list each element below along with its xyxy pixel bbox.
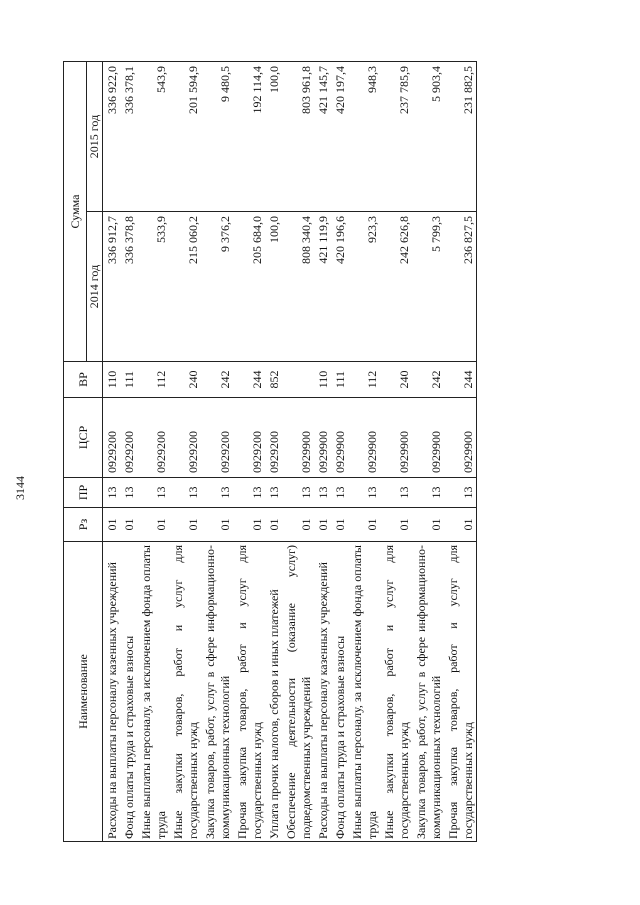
table-row [412,61,444,841]
row-name: Прочая закупка товаров, работ и услуг для государственных нужд [233,542,265,842]
row-rz: 01 [265,508,282,542]
row-sum-2015: 231 882,5 [444,61,477,211]
row-vr: 244 [444,362,477,398]
row-rz: 01 [103,508,121,542]
row-rz: 01 [233,508,265,542]
table-body [103,61,477,841]
row-name: Закупка товаров, работ, услуг в сфере информационно-коммуникационных технологий [201,542,233,842]
row-rz: 01 [120,508,137,542]
row-rz: 01 [348,508,380,542]
row-pr: 13 [233,478,265,508]
table-row [103,61,121,841]
header-name: Наименование [64,542,103,842]
table-row [282,61,314,841]
header-year-2015: 2015 год [87,61,103,211]
row-name: Иные выплаты персоналу, за исключением фонда оплаты труда [348,542,380,842]
row-csr: 0929900 [444,398,477,478]
row-vr: 852 [265,362,282,398]
header-rz: Рз [64,508,103,542]
row-pr: 13 [265,478,282,508]
table-row [348,61,380,841]
row-vr: 244 [233,362,265,398]
row-rz: 01 [380,508,412,542]
row-csr: 0929900 [380,398,412,478]
row-csr: 0929900 [314,398,331,478]
row-vr [282,362,314,398]
rotated-page-content [63,62,583,842]
table-row [265,61,282,841]
row-sum-2014: 533,9 [137,212,169,362]
row-sum-2014: 5 799,3 [412,212,444,362]
row-sum-2014: 336 378,8 [120,212,137,362]
row-sum-2015: 100,0 [265,61,282,211]
row-csr: 0929900 [348,398,380,478]
row-pr: 13 [169,478,201,508]
table-row [137,61,169,841]
row-pr: 13 [103,478,121,508]
header-sum: Сумма [64,61,87,361]
table-row [201,61,233,841]
row-vr: 110 [314,362,331,398]
row-name: Иные закупки товаров, работ и услуг для государственных нужд [169,542,201,842]
row-csr: 0929200 [265,398,282,478]
row-sum-2015: 5 903,4 [412,61,444,211]
table-row [169,61,201,841]
header-csr: ЦСР [64,398,103,478]
row-sum-2014: 420 196,6 [331,212,348,362]
row-sum-2015: 948,3 [348,61,380,211]
row-rz: 01 [314,508,331,542]
row-pr: 13 [331,478,348,508]
row-sum-2014: 923,3 [348,212,380,362]
table-header [64,61,103,841]
row-sum-2014: 421 119,9 [314,212,331,362]
row-csr: 0929200 [201,398,233,478]
row-csr: 0929900 [282,398,314,478]
row-pr: 13 [120,478,137,508]
table-row [331,61,348,841]
row-sum-2015: 421 145,7 [314,61,331,211]
row-csr: 0929200 [169,398,201,478]
row-csr: 0929900 [331,398,348,478]
row-vr: 242 [201,362,233,398]
row-pr: 13 [314,478,331,508]
page-number: 3144 [13,476,27,500]
row-sum-2014: 215 060,2 [169,212,201,362]
row-name: Прочая закупка товаров, работ и услуг для государственных нужд [444,542,477,842]
row-sum-2015: 336 922,0 [103,61,121,211]
row-sum-2014: 205 684,0 [233,212,265,362]
row-name: Фонд оплаты труда и страховые взносы [331,542,348,842]
row-vr: 111 [331,362,348,398]
budget-table [63,61,477,842]
row-name: Уплата прочих налогов, сборов и иных платежей [265,542,282,842]
row-rz: 01 [201,508,233,542]
row-csr: 0929200 [120,398,137,478]
row-vr: 112 [137,362,169,398]
row-pr: 13 [444,478,477,508]
row-name: Иные выплаты персоналу, за исключением фонда оплаты труда [137,542,169,842]
row-rz: 01 [169,508,201,542]
row-sum-2015: 420 197,4 [331,61,348,211]
row-name: Расходы на выплаты персоналу казенных учреждений [103,542,121,842]
table-row [120,61,137,841]
row-sum-2014: 336 912,7 [103,212,121,362]
row-pr: 13 [348,478,380,508]
table-row [233,61,265,841]
header-year-2014: 2014 год [87,212,103,362]
row-sum-2014: 242 626,8 [380,212,412,362]
row-sum-2015: 543,9 [137,61,169,211]
row-sum-2015: 192 114,4 [233,61,265,211]
row-sum-2015: 237 785,9 [380,61,412,211]
row-vr: 112 [348,362,380,398]
row-sum-2014: 236 827,5 [444,212,477,362]
row-sum-2015: 201 594,9 [169,61,201,211]
row-name: Обеспечение деятельности (оказание услуг) подведомственных учреждений [282,542,314,842]
row-csr: 0929200 [103,398,121,478]
row-vr: 240 [380,362,412,398]
row-pr: 13 [412,478,444,508]
row-csr: 0929200 [137,398,169,478]
row-sum-2014: 808 340,4 [282,212,314,362]
row-sum-2014: 9 376,2 [201,212,233,362]
row-rz: 01 [137,508,169,542]
row-name: Фонд оплаты труда и страховые взносы [120,542,137,842]
row-pr: 13 [201,478,233,508]
row-vr: 242 [412,362,444,398]
row-sum-2015: 803 961,8 [282,61,314,211]
row-csr: 0929200 [233,398,265,478]
row-name: Иные закупки товаров, работ и услуг для государственных нужд [380,542,412,842]
row-sum-2015: 9 480,5 [201,61,233,211]
row-vr: 111 [120,362,137,398]
table-row [314,61,331,841]
row-rz: 01 [282,508,314,542]
table-row [444,61,477,841]
row-pr: 13 [137,478,169,508]
header-vr: ВР [64,362,103,398]
row-vr: 110 [103,362,121,398]
row-name: Расходы на выплаты персоналу казенных учреждений [314,542,331,842]
row-rz: 01 [444,508,477,542]
row-name: Закупка товаров, работ, услуг в сфере информационно-коммуникационных технологий [412,542,444,842]
table-row [380,61,412,841]
header-pr: ПР [64,478,103,508]
row-sum-2014: 100,0 [265,212,282,362]
row-rz: 01 [412,508,444,542]
row-pr: 13 [282,478,314,508]
row-vr: 240 [169,362,201,398]
row-rz: 01 [331,508,348,542]
row-pr: 13 [380,478,412,508]
row-sum-2015: 336 378,1 [120,61,137,211]
row-csr: 0929900 [412,398,444,478]
